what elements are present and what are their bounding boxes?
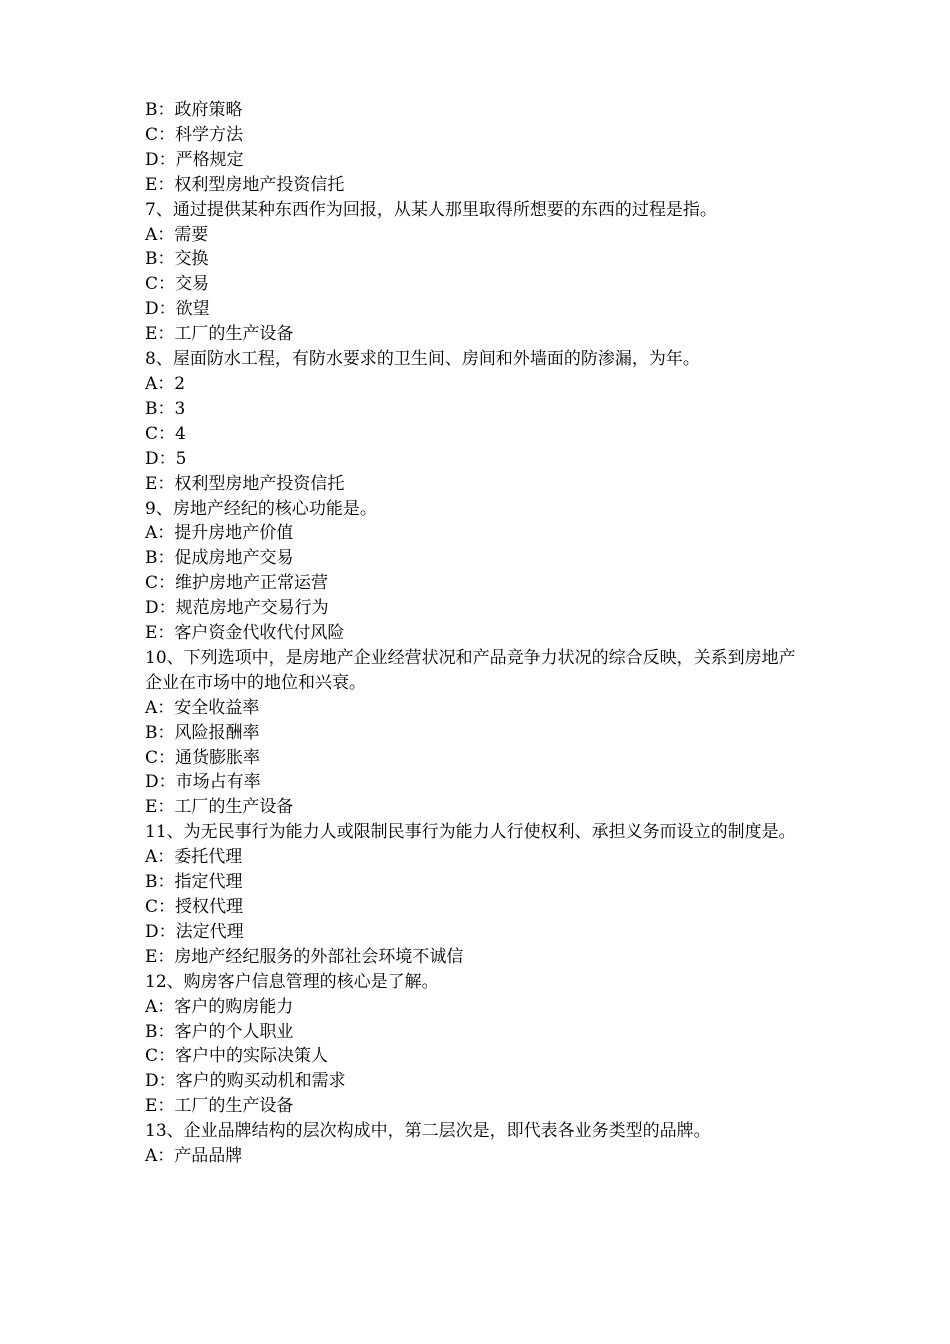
option-text: B：3	[145, 398, 186, 419]
question-text: 8、屋面防水工程，有防水要求的卫生间、房间和外墙面的防渗漏，为年。	[145, 349, 700, 370]
option-text: B：交换	[145, 249, 209, 270]
option-text: A：提升房地产价值	[145, 523, 294, 544]
option-text: D：市场占有率	[145, 772, 261, 793]
option-text: D：客户的购买动机和需求	[145, 1071, 346, 1092]
option-text: C：通货膨胀率	[145, 747, 261, 768]
option-text: E：房地产经纪服务的外部社会环境不诚信	[145, 946, 464, 967]
option-text: A：产品品牌	[145, 1146, 243, 1167]
option-text: D：法定代理	[145, 921, 244, 942]
option-text: C：4	[145, 423, 186, 444]
question-text: 12、购房客户信息管理的核心是了解。	[145, 971, 439, 992]
option-text: C：科学方法	[145, 124, 244, 145]
option-text: C：授权代理	[145, 897, 244, 917]
option-text: E：权利型房地产投资信托	[145, 174, 345, 195]
option-text: E：工厂的生产设备	[145, 324, 294, 345]
question-text: 11、为无民事行为能力人或限制民事行为能力人行使权利、承担义务而设立的制度是。	[145, 822, 796, 843]
option-text: A：2	[145, 373, 186, 394]
question-text: 7、通过提供某种东西作为回报，从某人那里取得所想要的东西的过程是指。	[145, 199, 717, 220]
document-body	[145, 98, 810, 1169]
option-text: D：5	[145, 448, 187, 469]
option-text: B：客户的个人职业	[145, 1021, 294, 1042]
question-text: 13、企业品牌结构的层次构成中，第二层次是，即代表各业务类型的品牌。	[145, 1121, 711, 1142]
option-text: B：促成房地产交易	[145, 548, 294, 569]
option-text: D：规范房地产交易行为	[145, 598, 329, 619]
option-text: E：权利型房地产投资信托	[145, 473, 345, 494]
option-text: D：欲望	[145, 299, 210, 320]
option-text: A：需要	[145, 224, 209, 245]
option-text: C：维护房地产正常运营	[145, 573, 329, 594]
option-text: E：工厂的生产设备	[145, 797, 294, 818]
option-text: A：安全收益率	[145, 697, 260, 718]
option-text: C：交易	[145, 274, 210, 295]
option-text: B：指定代理	[145, 872, 243, 893]
option-text: A：委托代理	[145, 847, 243, 868]
question-text: 9、房地产经纪的核心功能是。	[145, 498, 377, 519]
option-text: B：政府策略	[145, 100, 243, 120]
option-text: C：客户中的实际决策人	[145, 1046, 329, 1067]
option-text: E：工厂的生产设备	[145, 1096, 294, 1117]
question-text: 10、下列选项中，是房地产企业经营状况和产品竞争力状况的综合反映，关系到房地产企业在市场中的地位和兴衰。	[145, 647, 796, 693]
option-text: B：风险报酬率	[145, 722, 260, 743]
option-text: E：客户资金代收代付风险	[145, 623, 345, 644]
option-text: A：客户的购房能力	[145, 996, 294, 1017]
option-text: D：严格规定	[145, 149, 244, 170]
